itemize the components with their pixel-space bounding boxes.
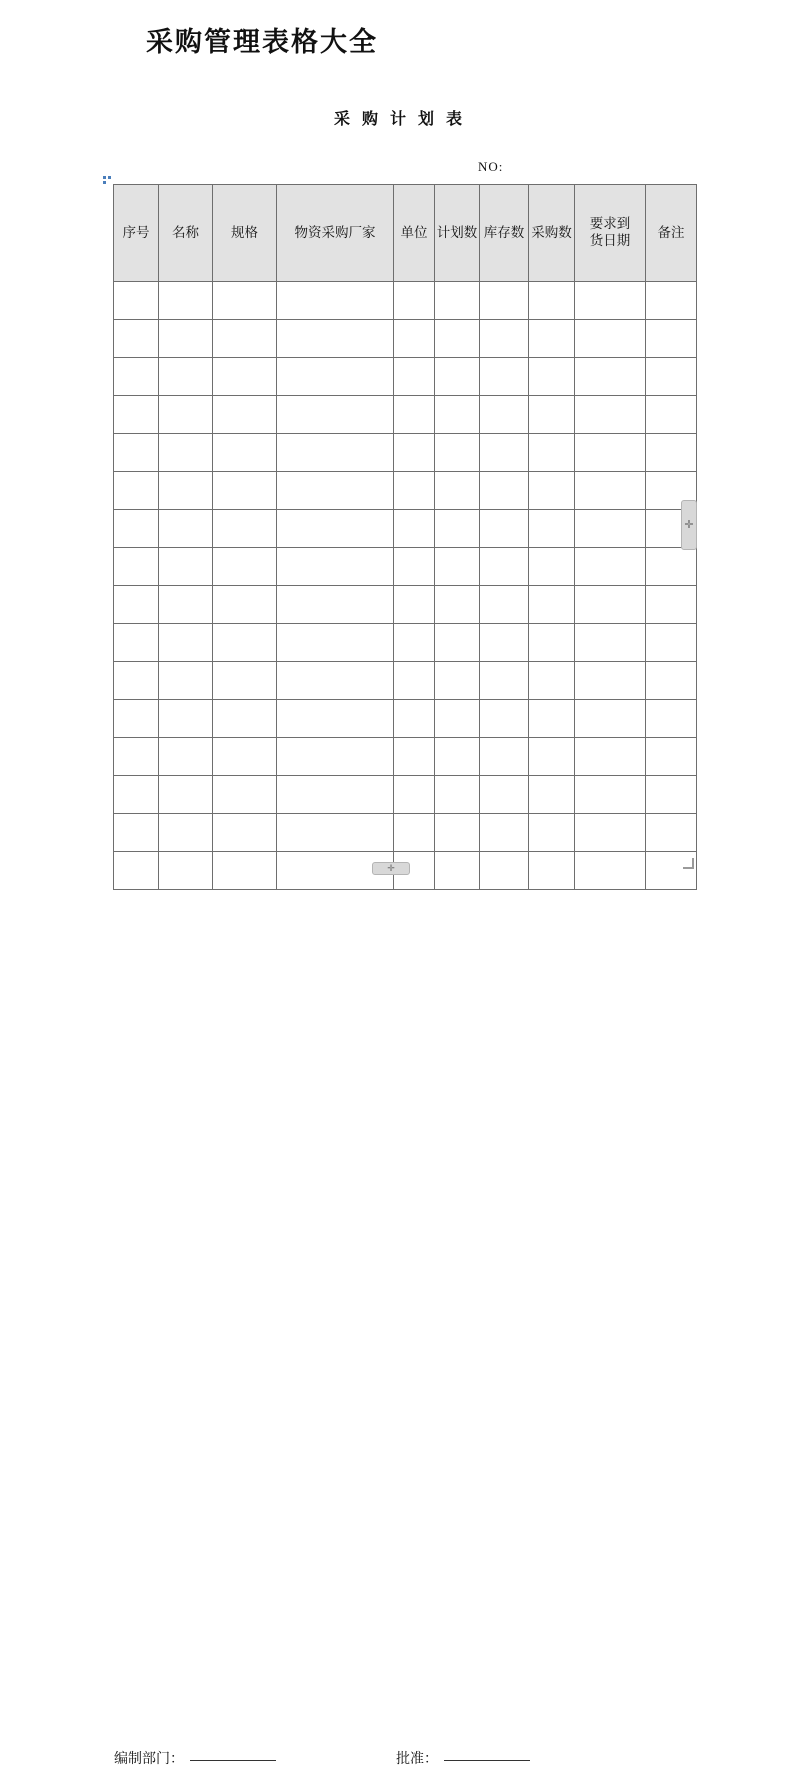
table-cell[interactable] <box>394 624 435 662</box>
table-cell[interactable] <box>529 624 575 662</box>
table-cell[interactable] <box>213 282 277 320</box>
table-cell[interactable] <box>213 738 277 776</box>
table-row[interactable] <box>114 282 697 320</box>
table-cell[interactable] <box>277 434 394 472</box>
table-cell[interactable] <box>646 282 697 320</box>
table-cell[interactable] <box>394 472 435 510</box>
table-cell[interactable] <box>277 358 394 396</box>
form-number-label: NO: <box>478 159 504 174</box>
table-cell[interactable] <box>480 548 529 586</box>
table-cell[interactable] <box>213 700 277 738</box>
table-cell[interactable] <box>480 510 529 548</box>
prepared-by-field <box>114 1748 276 1768</box>
table-cell[interactable] <box>435 358 480 396</box>
table-cell[interactable] <box>575 662 646 700</box>
table-cell[interactable] <box>575 586 646 624</box>
prepared-by-blank[interactable] <box>190 1748 276 1761</box>
table-cell[interactable] <box>394 358 435 396</box>
table-cell[interactable] <box>394 396 435 434</box>
table-cell[interactable] <box>277 548 394 586</box>
table-cell[interactable] <box>159 434 213 472</box>
table-cell[interactable] <box>435 396 480 434</box>
table-cell[interactable] <box>529 320 575 358</box>
table-cell[interactable] <box>213 320 277 358</box>
table-cell[interactable] <box>394 282 435 320</box>
table-cell[interactable] <box>277 700 394 738</box>
table-cell[interactable] <box>646 738 697 776</box>
table-cell[interactable] <box>277 510 394 548</box>
resize-handle-right[interactable]: ✛ <box>681 500 697 550</box>
table-cell[interactable] <box>529 548 575 586</box>
table-header-cell-required-date <box>575 185 646 282</box>
table-cell[interactable] <box>575 434 646 472</box>
table-header-cell-purchase-qty: 采购数 <box>529 185 575 282</box>
table-cell[interactable] <box>114 662 159 700</box>
table-cell[interactable] <box>575 624 646 662</box>
table-cell[interactable] <box>480 700 529 738</box>
table-cell[interactable] <box>575 472 646 510</box>
table-cell[interactable] <box>159 510 213 548</box>
table-cell[interactable] <box>435 472 480 510</box>
selection-handle-top-left[interactable] <box>103 176 113 186</box>
table-cell[interactable] <box>159 282 213 320</box>
table-cell[interactable] <box>575 738 646 776</box>
table-cell[interactable] <box>213 814 277 852</box>
table-cell[interactable] <box>435 320 480 358</box>
approved-by-blank[interactable] <box>444 1748 530 1761</box>
table-row[interactable] <box>114 472 697 510</box>
table-cell[interactable] <box>277 320 394 358</box>
table-cell[interactable] <box>529 814 575 852</box>
table-header-cell-planned-qty: 计划数 <box>435 185 480 282</box>
table-cell[interactable] <box>277 472 394 510</box>
table-cell[interactable] <box>394 510 435 548</box>
table-cell[interactable] <box>529 510 575 548</box>
table-cell[interactable] <box>575 700 646 738</box>
table-row[interactable] <box>114 510 697 548</box>
table-cell[interactable] <box>114 738 159 776</box>
table-cell[interactable] <box>394 434 435 472</box>
table-cell[interactable] <box>529 282 575 320</box>
table-cell[interactable] <box>114 396 159 434</box>
table-cell[interactable] <box>529 434 575 472</box>
table-cell[interactable] <box>114 358 159 396</box>
table-cell[interactable] <box>213 586 277 624</box>
table-cell[interactable] <box>480 282 529 320</box>
table-cell[interactable] <box>575 510 646 548</box>
table-cell[interactable] <box>213 434 277 472</box>
table-cell[interactable] <box>646 814 697 852</box>
table-header-cell-name: 名称 <box>159 185 213 282</box>
table-cell[interactable] <box>480 624 529 662</box>
table-cell[interactable] <box>646 662 697 700</box>
table-cell[interactable] <box>159 662 213 700</box>
table-cell[interactable] <box>277 776 394 814</box>
table-cell[interactable] <box>114 320 159 358</box>
purchase-plan-table <box>113 184 697 890</box>
table-cell[interactable] <box>575 776 646 814</box>
table-cell[interactable] <box>480 776 529 814</box>
table-cell[interactable] <box>529 472 575 510</box>
table-row[interactable] <box>114 434 697 472</box>
table-cell[interactable] <box>646 586 697 624</box>
table-row[interactable] <box>114 624 697 662</box>
table-cell[interactable] <box>646 776 697 814</box>
table-cell[interactable] <box>394 814 435 852</box>
table-header-cell-stock-qty: 库存数 <box>480 185 529 282</box>
table-cell[interactable] <box>277 282 394 320</box>
table-cell[interactable] <box>114 282 159 320</box>
form-title: 采 购 计 划 表 <box>333 111 466 128</box>
table-cell[interactable] <box>435 434 480 472</box>
table-cell[interactable] <box>575 358 646 396</box>
table-header-cell-serial: 序号 <box>114 185 159 282</box>
table-header-cell-supplier: 物资采购厂家 <box>277 185 394 282</box>
table-row[interactable] <box>114 548 697 586</box>
table-cell[interactable] <box>394 548 435 586</box>
resize-handle-bottom-right[interactable] <box>683 858 694 869</box>
table-cell[interactable] <box>646 320 697 358</box>
table-cell[interactable] <box>480 358 529 396</box>
table-row[interactable] <box>114 700 697 738</box>
table-cell[interactable] <box>575 396 646 434</box>
required-date-line-2: 货日期 <box>589 233 631 248</box>
table-row[interactable] <box>114 738 697 776</box>
table-cell[interactable] <box>435 282 480 320</box>
table-cell[interactable] <box>529 662 575 700</box>
table-cell[interactable] <box>213 358 277 396</box>
table-cell[interactable] <box>213 662 277 700</box>
table-cell[interactable] <box>159 396 213 434</box>
table-cell[interactable] <box>277 624 394 662</box>
table-cell[interactable] <box>213 472 277 510</box>
table-cell[interactable] <box>435 624 480 662</box>
approved-by-label: 批准： <box>396 1752 438 1767</box>
table-cell[interactable] <box>114 776 159 814</box>
table-cell[interactable] <box>480 320 529 358</box>
table-cell[interactable] <box>575 548 646 586</box>
table-cell[interactable] <box>480 434 529 472</box>
table-cell[interactable] <box>159 548 213 586</box>
table-cell[interactable] <box>394 586 435 624</box>
table-cell[interactable] <box>114 510 159 548</box>
table-row[interactable] <box>114 320 697 358</box>
table-cell[interactable] <box>529 586 575 624</box>
table-cell[interactable] <box>435 814 480 852</box>
purchase-plan-table-container <box>113 184 697 890</box>
table-cell[interactable] <box>435 510 480 548</box>
table-cell[interactable] <box>394 738 435 776</box>
table-cell[interactable] <box>435 662 480 700</box>
table-cell[interactable] <box>159 624 213 662</box>
table-cell[interactable] <box>213 510 277 548</box>
form-footer <box>0 872 800 1767</box>
table-cell[interactable] <box>435 776 480 814</box>
table-cell[interactable] <box>480 662 529 700</box>
table-cell[interactable] <box>394 700 435 738</box>
table-cell[interactable] <box>575 282 646 320</box>
table-row[interactable] <box>114 776 697 814</box>
table-cell[interactable] <box>646 434 697 472</box>
table-cell[interactable] <box>159 738 213 776</box>
table-cell[interactable] <box>213 624 277 662</box>
table-cell[interactable] <box>480 396 529 434</box>
table-cell[interactable] <box>277 586 394 624</box>
resize-handle-bottom[interactable]: ✛ <box>372 862 410 875</box>
table-cell[interactable] <box>575 814 646 852</box>
table-cell[interactable] <box>646 624 697 662</box>
approved-by-field <box>396 1748 530 1768</box>
table-cell[interactable] <box>213 396 277 434</box>
table-cell[interactable] <box>277 738 394 776</box>
table-row[interactable] <box>114 586 697 624</box>
table-cell[interactable] <box>435 548 480 586</box>
table-cell[interactable] <box>480 738 529 776</box>
table-cell[interactable] <box>529 358 575 396</box>
table-cell[interactable] <box>114 548 159 586</box>
table-cell[interactable] <box>159 700 213 738</box>
table-cell[interactable] <box>646 700 697 738</box>
table-cell[interactable] <box>159 586 213 624</box>
table-cell[interactable] <box>480 586 529 624</box>
page-title: 采购管理表格大全 <box>146 27 378 57</box>
table-cell[interactable] <box>213 776 277 814</box>
table-row[interactable] <box>114 358 697 396</box>
table-body <box>114 185 697 890</box>
table-cell[interactable] <box>114 586 159 624</box>
table-cell[interactable] <box>394 320 435 358</box>
table-header-cell-remarks: 备注 <box>646 185 697 282</box>
table-cell[interactable] <box>394 662 435 700</box>
table-cell[interactable] <box>575 320 646 358</box>
table-cell[interactable] <box>213 548 277 586</box>
table-row[interactable] <box>114 662 697 700</box>
table-header-cell-unit: 单位 <box>394 185 435 282</box>
table-cell[interactable] <box>159 320 213 358</box>
table-cell[interactable] <box>529 738 575 776</box>
table-cell[interactable] <box>114 814 159 852</box>
table-cell[interactable] <box>480 472 529 510</box>
table-cell[interactable] <box>529 700 575 738</box>
table-cell[interactable] <box>277 662 394 700</box>
table-cell[interactable] <box>646 548 697 586</box>
table-cell[interactable] <box>435 700 480 738</box>
table-cell[interactable] <box>435 586 480 624</box>
table-cell[interactable] <box>646 358 697 396</box>
table-cell[interactable] <box>114 472 159 510</box>
required-date-line-1: 要求到 <box>589 216 631 232</box>
table-cell[interactable] <box>529 396 575 434</box>
table-cell[interactable] <box>114 624 159 662</box>
table-cell[interactable] <box>159 814 213 852</box>
table-cell[interactable] <box>277 814 394 852</box>
prepared-by-label: 编制部门： <box>114 1752 184 1767</box>
table-cell[interactable] <box>480 814 529 852</box>
table-cell[interactable] <box>159 472 213 510</box>
table-cell[interactable] <box>277 396 394 434</box>
table-cell[interactable] <box>114 434 159 472</box>
table-row[interactable] <box>114 814 697 852</box>
table-row[interactable] <box>114 396 697 434</box>
table-cell[interactable] <box>394 776 435 814</box>
table-header-row <box>114 185 697 282</box>
table-header-cell-spec: 规格 <box>213 185 277 282</box>
table-cell[interactable] <box>529 776 575 814</box>
table-cell[interactable] <box>435 738 480 776</box>
table-cell[interactable] <box>159 358 213 396</box>
table-cell[interactable] <box>646 396 697 434</box>
table-cell[interactable] <box>159 776 213 814</box>
table-cell[interactable] <box>114 700 159 738</box>
